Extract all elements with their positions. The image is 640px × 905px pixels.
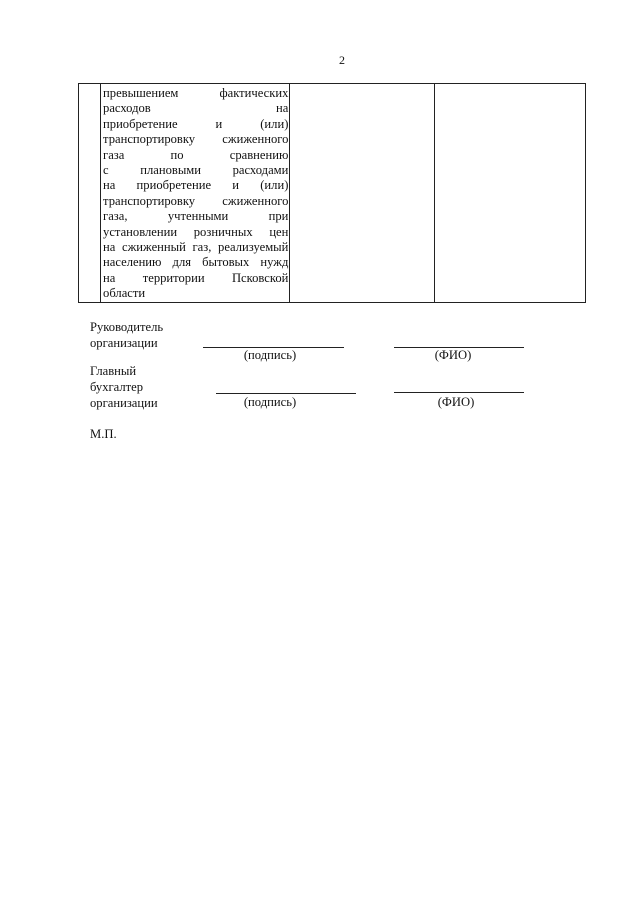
text-line: транспортировку сжиженного <box>103 193 289 208</box>
accountant-signature-line <box>216 393 356 394</box>
head-title-line2: организации <box>90 336 158 350</box>
accountant-name-line <box>394 392 524 393</box>
table-cell-value-1 <box>290 84 434 303</box>
accountant-title-line3: организации <box>90 396 158 410</box>
text-line: населению для бытовых нужд <box>103 255 289 270</box>
text-line: приобретение и (или) <box>103 116 289 131</box>
text-line: установлении розничных цен <box>103 224 289 239</box>
table-cell-description <box>101 84 290 303</box>
head-signature-caption: (подпись) <box>243 348 297 362</box>
head-title-line1: Руководитель <box>90 320 164 334</box>
text-line: на приобретение и (или) <box>103 178 289 193</box>
text-line: с плановыми расходами <box>103 163 289 178</box>
accountant-title-line1: Главный <box>90 364 137 378</box>
accountant-title-line2: бухгалтер <box>90 380 144 394</box>
text-line: газа по сравнению <box>103 147 289 162</box>
table-row <box>79 84 586 303</box>
text-line: транспортировку сжиженного <box>103 132 289 147</box>
data-table <box>78 83 586 303</box>
accountant-signature-caption: (подпись) <box>243 395 297 409</box>
text-line: области <box>103 286 146 301</box>
accountant-name-caption: (ФИО) <box>437 395 475 409</box>
text-line: на сжиженный газ, реализуемый <box>103 240 289 255</box>
page-number: 2 <box>339 53 345 67</box>
table-cell-number <box>79 84 101 303</box>
table-cell-value-2 <box>434 84 585 303</box>
head-name-caption: (ФИО) <box>434 348 472 362</box>
text-line: газа, учтенными при <box>103 209 289 224</box>
text-line: на территории Псковской <box>103 270 289 285</box>
description-text <box>101 84 289 302</box>
text-line: расходов на <box>103 101 289 116</box>
stamp-label: М.П. <box>90 427 117 441</box>
text-line: превышением фактических <box>103 86 289 100</box>
